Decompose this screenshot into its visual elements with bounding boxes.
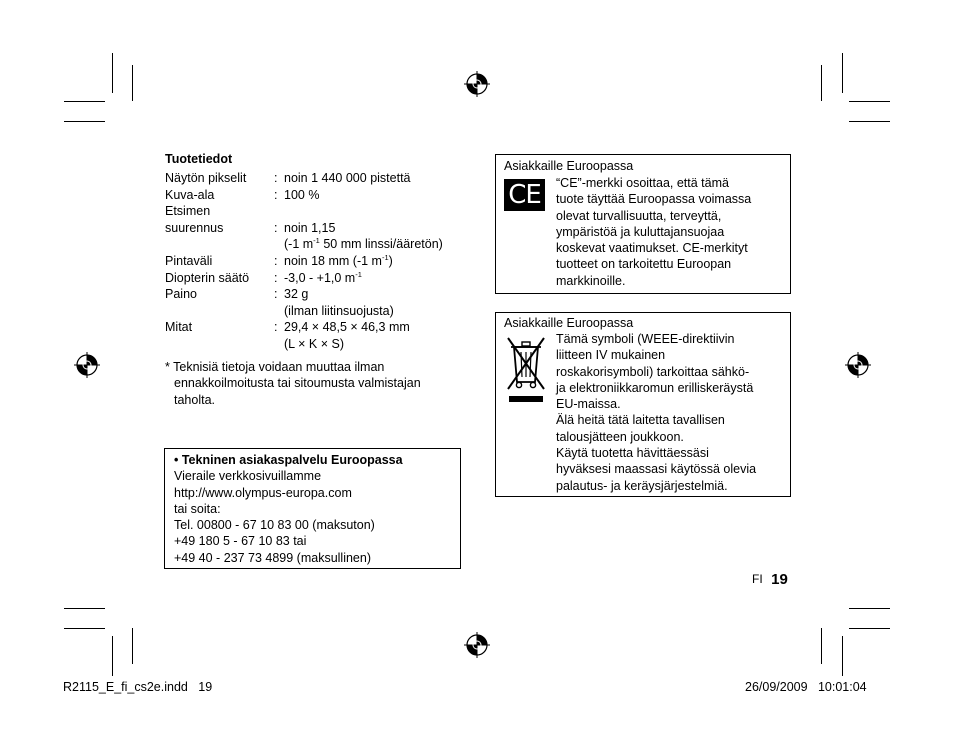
support-box-line: +49 180 5 - 67 10 83 tai bbox=[174, 534, 307, 549]
crop-mark bbox=[64, 101, 105, 102]
spec-value bbox=[284, 270, 362, 286]
spec-value: (L × K × S) bbox=[284, 336, 344, 351]
weee-box-line: roskakorisymboli) tarkoittaa sähkö- bbox=[556, 364, 750, 379]
weee-box-line: Käytä tuotetta hävittäessäsi bbox=[556, 446, 709, 461]
support-box bbox=[164, 448, 461, 569]
support-box-line: http://www.olympus-europa.com bbox=[174, 485, 352, 500]
weee-box-body bbox=[556, 331, 756, 494]
crop-mark bbox=[849, 121, 890, 122]
spec-value: noin 1 440 000 pistettä bbox=[284, 171, 411, 185]
spec-label: Diopterin säätö bbox=[165, 270, 250, 285]
product-info-title: Tuotetiedot bbox=[165, 152, 233, 166]
spec-value: 32 g bbox=[284, 287, 309, 301]
weee-box-line: palautus- ja keräysjärjestelmiä. bbox=[556, 478, 728, 493]
ce-box-body bbox=[556, 175, 751, 289]
crop-mark bbox=[849, 628, 890, 629]
registration-mark-icon bbox=[74, 352, 100, 378]
spec-label: Mitat bbox=[165, 320, 193, 334]
crop-mark bbox=[132, 628, 133, 664]
crop-mark bbox=[112, 636, 113, 676]
page-language: FI bbox=[752, 572, 763, 586]
ce-mark-text: CE bbox=[508, 180, 541, 210]
support-box-line: Vieraile verkkosivuillamme bbox=[174, 469, 322, 484]
weee-box-line: Tämä symboli (WEEE-direktiivin bbox=[556, 332, 735, 346]
spec-value: noin 1,15 bbox=[284, 220, 336, 235]
support-box-line: Tel. 00800 - 67 10 83 00 (maksuton) bbox=[174, 518, 375, 533]
crop-mark bbox=[842, 636, 843, 676]
spec-value-text: ) bbox=[388, 254, 393, 268]
weee-box bbox=[495, 312, 791, 497]
footer-timestamp: 26/09/2009 10:01:04 bbox=[745, 680, 867, 694]
spec-colon: : bbox=[274, 320, 278, 334]
ce-box-line: tuotteet on tarkoitettu Euroopan bbox=[556, 257, 732, 272]
spec-note-line: ennakkoilmoitusta tai sitoumusta valmistajan bbox=[174, 376, 421, 391]
weee-box-line: Älä heitä tätä laitetta tavallisen bbox=[556, 413, 725, 428]
support-box-title: • Tekninen asiakaspalvelu Euroopassa bbox=[174, 453, 403, 467]
ce-box-line: markkinoille. bbox=[556, 273, 626, 288]
spec-table bbox=[165, 170, 465, 355]
spec-value: 29,4 × 48,5 × 46,3 mm bbox=[284, 320, 410, 334]
ce-mark-icon bbox=[504, 179, 545, 211]
spec-value-text: (-1 m bbox=[284, 237, 314, 251]
spec-note-line: taholta. bbox=[174, 392, 216, 407]
spec-note bbox=[165, 359, 421, 408]
spec-label: Etsimen bbox=[165, 204, 211, 218]
crop-mark bbox=[849, 608, 890, 609]
spec-value-text: noin 18 mm (-1 m bbox=[284, 254, 382, 268]
spec-label: Kuva-ala bbox=[165, 187, 215, 202]
spec-colon: : bbox=[274, 187, 278, 202]
weee-box-line: talousjätteen joukkoon. bbox=[556, 429, 684, 444]
crop-mark bbox=[821, 65, 822, 101]
spec-value-text: 50 mm linssi/ääretön) bbox=[319, 237, 443, 251]
ce-box-line: koskevat vaatimukset. CE-merkityt bbox=[556, 241, 748, 256]
registration-mark-icon bbox=[464, 71, 490, 97]
crop-mark bbox=[64, 628, 105, 629]
crop-mark bbox=[64, 121, 105, 122]
spec-colon: : bbox=[274, 270, 278, 285]
ce-box-line: tuote täyttää Euroopassa voimassa bbox=[556, 192, 752, 207]
spec-value-exponent: -1 bbox=[313, 236, 320, 245]
weee-box-heading: Asiakkaille Euroopassa bbox=[504, 316, 634, 330]
footer-file: R2115_E_fi_cs2e.indd 19 bbox=[63, 680, 213, 694]
spec-value-text: -3,0 - +1,0 m bbox=[284, 270, 356, 285]
spec-value bbox=[284, 236, 443, 252]
spec-value: 100 % bbox=[284, 187, 320, 202]
support-box-line: +49 40 - 237 73 4899 (maksullinen) bbox=[174, 550, 372, 565]
spec-note-line: * Teknisiä tietoja voidaan muuttaa ilman bbox=[165, 360, 385, 374]
spec-value-exponent: -1 bbox=[355, 269, 362, 279]
registration-mark-icon bbox=[845, 352, 871, 378]
registration-mark-icon bbox=[464, 632, 490, 658]
spec-label: suurennus bbox=[165, 220, 224, 235]
page-number-value: 19 bbox=[771, 571, 788, 588]
spec-value-exponent: -1 bbox=[381, 253, 389, 262]
crop-mark bbox=[821, 628, 822, 664]
spec-label: Näytön pikselit bbox=[165, 171, 247, 185]
ce-box-heading: Asiakkaille Euroopassa bbox=[504, 159, 634, 173]
weee-box-line: EU-maissa. bbox=[556, 397, 621, 412]
ce-box-line: ympäristöä ja kuluttajansuojaa bbox=[556, 224, 725, 239]
page-number bbox=[752, 571, 788, 589]
crop-mark bbox=[132, 65, 133, 101]
spec-value: (ilman liitinsuojusta) bbox=[284, 303, 394, 318]
crossed-bin-icon bbox=[504, 334, 548, 404]
spec-colon: : bbox=[274, 220, 278, 235]
crop-mark bbox=[842, 53, 843, 93]
weee-box-line: liitteen IV mukainen bbox=[556, 348, 666, 363]
ce-box-line: olevat turvallisuutta, terveyttä, bbox=[556, 208, 722, 223]
support-box-line: tai soita: bbox=[174, 501, 221, 516]
spec-colon: : bbox=[274, 171, 278, 185]
crop-mark bbox=[64, 608, 105, 609]
spec-label: Pintaväli bbox=[165, 254, 213, 268]
spec-label: Paino bbox=[165, 287, 197, 301]
weee-box-line: ja elektroniikkaromun erilliskeräystä bbox=[556, 380, 754, 395]
crop-mark bbox=[849, 101, 890, 102]
ce-box-line: “CE”-merkki osoittaa, että tämä bbox=[556, 176, 729, 190]
spec-colon: : bbox=[274, 254, 278, 268]
weee-box-line: hyväksesi maassasi käytössä olevia bbox=[556, 462, 757, 477]
ce-box bbox=[495, 154, 791, 294]
crop-mark bbox=[112, 53, 113, 93]
spec-value bbox=[284, 253, 393, 269]
spec-colon: : bbox=[274, 287, 278, 301]
